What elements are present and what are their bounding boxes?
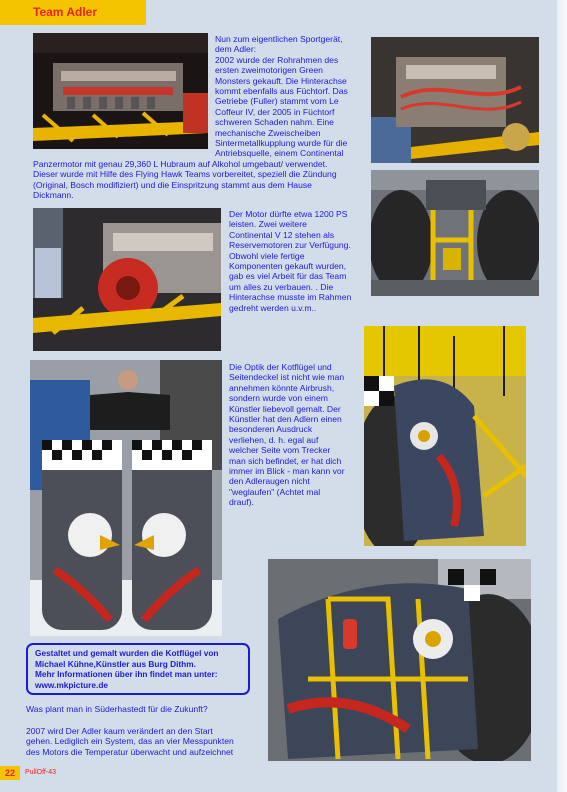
photo-motor-pulley [33,208,221,351]
photo-fender-side [364,326,526,546]
intro-text-continued: Panzermotor mit genau 29,360 L Hubraum auf Alkohol umgebaut/ verwendet. Dieser wurde mit Hilfe des Flying Hawk Teams vorbereitet, speziell die Zündung (Original, Bosch modifiziert) und die Einspritzung stammt aus dem Hause Dickmann. [33,159,337,201]
page-spine [557,0,567,792]
optik-text: Die Optik der Kotflügel und Seitendeckel ist nicht wie man annehmen könnte Airbrush, sondern wurde von einem Künstler liebevoll gemalt. Der Künstler hat den Adlern einen besonderen Ausdruck verliehen, d. h. egal auf welcher Seite vom Trecker man sich befindet, er hat dich immer im Blick - man kann vor den Adleraugen nicht "weglaufen" (Achtet mal drauf). [229,362,345,508]
page-number: 22 [0,766,20,780]
intro-text: Nun zum eigentlichen Sportgerät, dem Adler: 2002 wurde der Rohrahmen des ersten zweimotorigen Green Monsters gekauft. Die Hinterachse kommt ebenfalls aus Füchtorf. Das Getriebe (Fuller) stammt vom Le Coffeur IV, der 2005 in Füchtorf schweren Schaden nahm. Eine mechanische Zweischeiben Sintermetallkupplung wurde für die Antriebsquelle, einem Continental [215,34,348,159]
section-header: Team Adler [0,0,146,25]
page-footer [0,766,160,780]
future-question: Was plant man in Süderhastedt für die Zukunft? [26,704,208,714]
photo-fender-closeup [268,559,531,761]
magazine-name: PullOff-43 [25,769,56,776]
motor-text: Der Motor dürfte etwa 1200 PS leisten. Zwei weitere Continental V 12 stehen als Reservemotoren zur Verfügung. Obwohl viele fertige Komponenten gekauft wurden, gab es viel Arbeit für das Team um alles zu verbauen. . Die Hinterachse musste im Rahmen gedreht werden u.v.m.. [229,209,352,313]
artist-credit-box: Gestaltet und gemalt wurden die Kotflügel von Michael Kühne,Künstler aus Burg Dithm. Mehr Informationen über ihn findet man unter: www.mkpicture.de [26,643,250,695]
photo-engine-frame [33,33,208,149]
outlook-text: 2007 wird Der Adler kaum verändert an den Start gehen. Lediglich ein System, das an vier Messpunkten des Motors die Temperatur überwacht und aufzeichnet [26,726,234,757]
photo-engine-closeup [371,37,539,163]
photo-rear-axle [371,170,539,296]
photo-artist-fenders [30,360,222,636]
